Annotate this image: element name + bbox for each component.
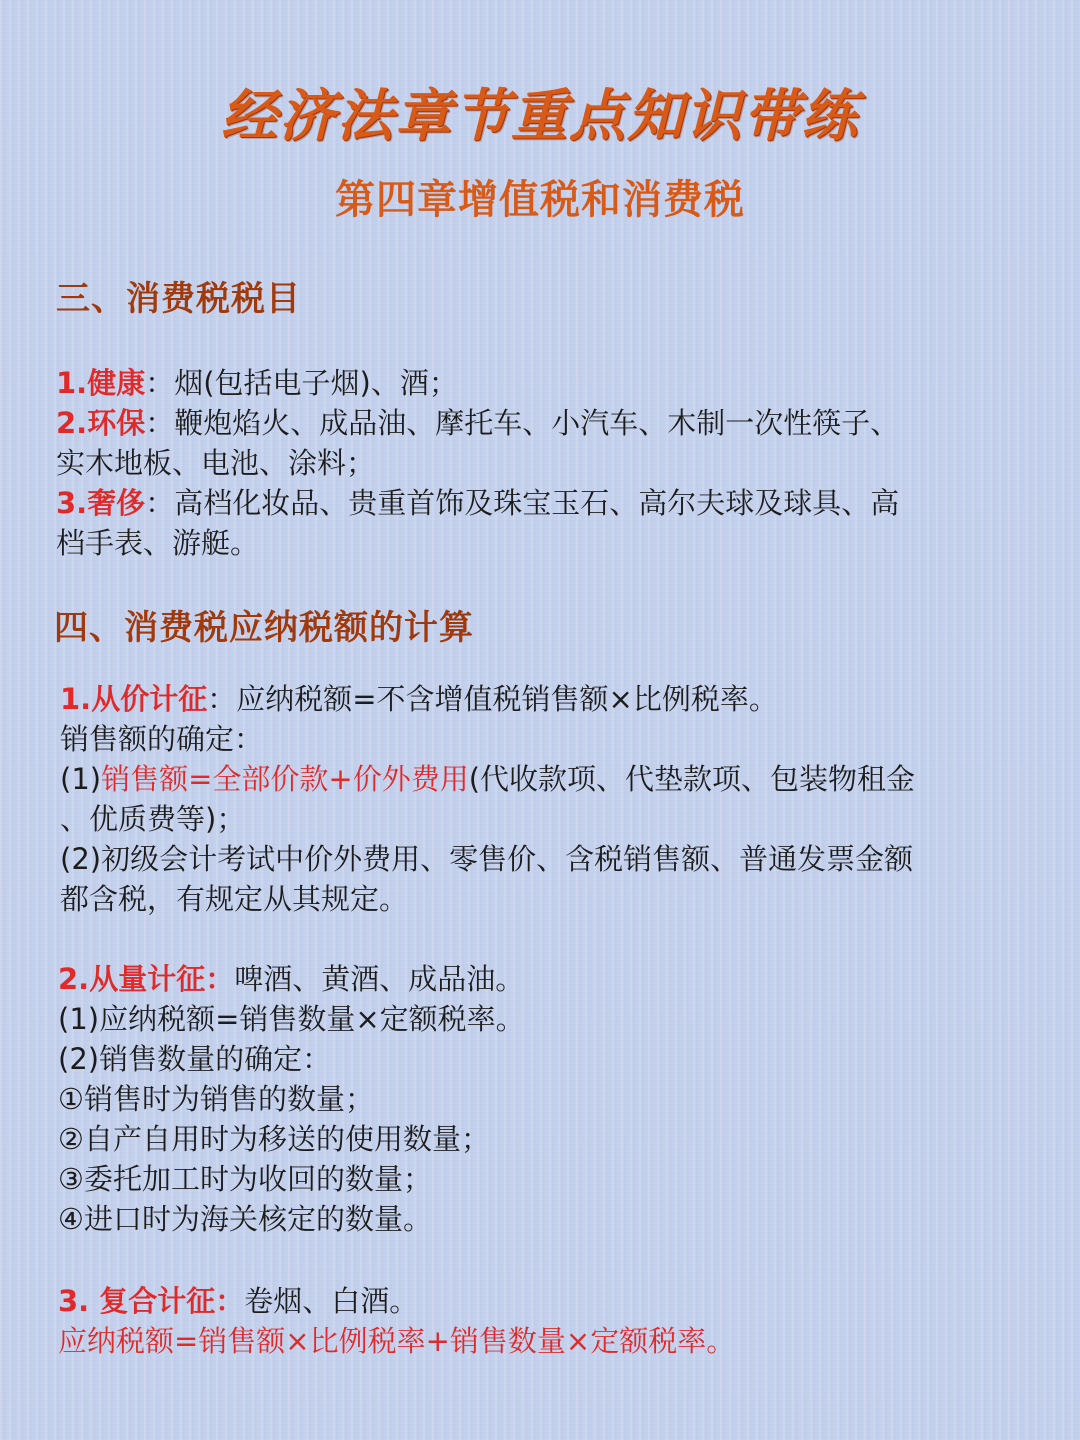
section-heading-calculation: 四、消费税应纳税额的计算: [54, 608, 474, 648]
item-label-luxury: 3.奢侈: [56, 486, 146, 520]
item-text-luxury-cont: 档手表、游艇。: [56, 526, 260, 560]
item-label-environment: 2.环保: [56, 406, 146, 440]
sales-point-1: (1)销售额=全部价款+价外费用(代收款项、代垫款项、包装物租金: [60, 762, 916, 796]
section-heading-tax-items: 三、消费税税目: [56, 279, 301, 319]
specific-duty-line: [58, 959, 525, 999]
specific-duty-point-1: (1)应纳税额=销售数量×定额税率。: [58, 1002, 525, 1036]
quantity-case-4: ④进口时为海关核定的数量。: [58, 1202, 432, 1236]
sales-formula-highlight: 销售额=全部价款+价外费用: [101, 762, 469, 796]
specific-duty-label: 2.从量计征：: [58, 962, 235, 996]
list-item-health: 1.健康：烟(包括电子烟)、酒；: [56, 366, 458, 400]
ad-valorem-label: 1.从价计征: [60, 682, 208, 716]
item-label-health: 1.健康: [56, 366, 146, 400]
item-text-environment: 鞭炮焰火、成品油、摩托车、小汽车、木制一次性筷子、: [174, 406, 900, 440]
item-text-health: 烟(包括电子烟)、酒；: [174, 366, 458, 400]
compound-duty-block: [58, 1281, 735, 1361]
ad-valorem-block: [60, 679, 915, 919]
sales-point-1-cont: 、优质费等)；: [60, 802, 246, 836]
specific-duty-point-2: (2)销售数量的确定：: [58, 1042, 332, 1076]
ad-valorem-line: 1.从价计征：应纳税额=不含增值税销售额×比例税率。: [60, 682, 778, 716]
compound-duty-label: 3. 复合计征：: [58, 1284, 245, 1318]
compound-duty-formula: 应纳税额=销售额×比例税率+销售数量×定额税率。: [58, 1324, 736, 1358]
specific-duty-items: 啤酒、黄酒、成品油。: [234, 962, 525, 996]
list-item-environment: 2.环保：鞭炮焰火、成品油、摩托车、小汽车、木制一次性筷子、: [56, 406, 900, 440]
item-text-environment-cont: 实木地板、电池、涂料；: [56, 446, 376, 480]
quantity-case-2: ②自产自用时为移送的使用数量；: [58, 1122, 490, 1156]
item-text-luxury: 高档化妆品、贵重首饰及珠宝玉石、高尔夫球及球具、高: [174, 486, 900, 520]
list-item-luxury: 3.奢侈：高档化妆品、贵重首饰及珠宝玉石、高尔夫球及球具、高: [56, 486, 900, 520]
specific-duty-block: [58, 959, 525, 1239]
chapter-subtitle: 第四章增值税和消费税: [335, 177, 745, 223]
sales-point-2: (2)初级会计考试中价外费用、零售价、含税销售额、普通发票金额: [60, 842, 914, 876]
compound-duty-items: 卷烟、白酒。: [244, 1284, 419, 1318]
page-title: 经济法章节重点知识带练: [221, 84, 859, 149]
quantity-case-1: ①销售时为销售的数量；: [58, 1082, 374, 1116]
sales-determination-heading: 销售额的确定：: [60, 722, 264, 756]
compound-duty-line: [58, 1281, 735, 1321]
quantity-case-3: ③委托加工时为收回的数量；: [58, 1162, 432, 1196]
sales-point-2-cont: 都含税，有规定从其规定。: [60, 882, 409, 916]
tax-items-list: [56, 363, 899, 563]
ad-valorem-formula: 应纳税额=不含增值税销售额×比例税率。: [236, 682, 778, 716]
